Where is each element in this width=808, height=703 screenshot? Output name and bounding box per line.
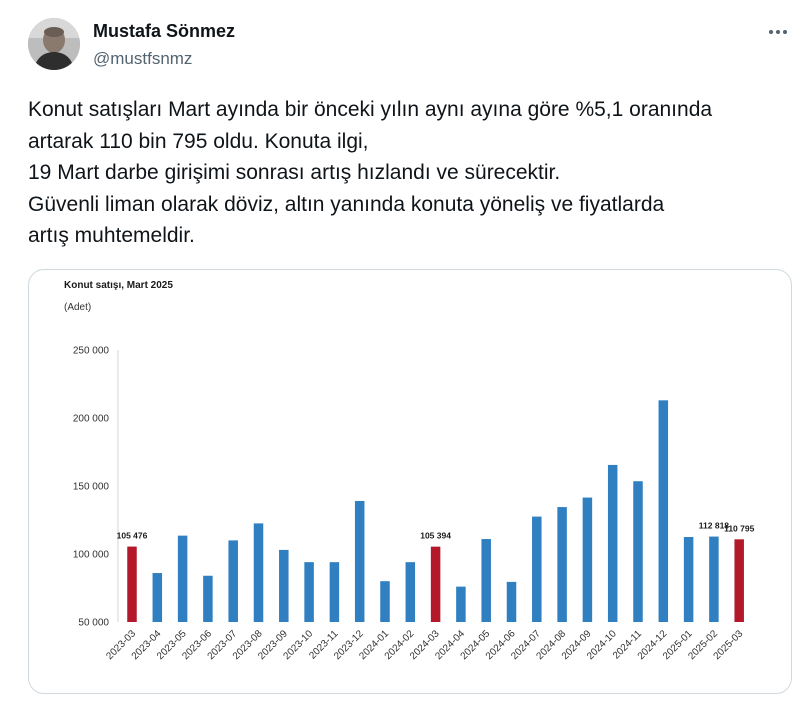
- x-tick-label: 2024-10: [585, 628, 619, 663]
- x-axis: [104, 628, 745, 662]
- tweet-line: 19 Mart darbe girişimi sonrası artış hızlandı ve sürecektir.: [28, 161, 561, 184]
- tweet-media-chart[interactable]: [28, 269, 792, 694]
- bar-chart: [29, 270, 792, 694]
- y-tick-label: 150 000: [72, 481, 109, 493]
- author-handle[interactable]: @mustfsnmz: [93, 49, 193, 68]
- bar-2024-12: [659, 400, 669, 622]
- bar-2024-03: [431, 547, 441, 622]
- bar-2023-10: [304, 562, 314, 622]
- x-tick-label: 2024-08: [534, 628, 569, 663]
- x-tick-label: 2024-12: [635, 628, 670, 663]
- bar-2024-06: [507, 582, 517, 622]
- bar-2024-10: [608, 465, 618, 622]
- x-tick-label: 2024-11: [610, 628, 645, 662]
- x-tick-label: 2024-06: [483, 628, 518, 663]
- y-tick-label: 250 000: [72, 345, 109, 357]
- x-tick-label: 2025-03: [711, 628, 746, 663]
- y-tick-label: 100 000: [72, 549, 109, 561]
- x-tick-label: 2023-06: [180, 628, 215, 663]
- y-axis: [73, 346, 118, 629]
- bar-2025-03: [734, 539, 744, 622]
- bar-2024-08: [557, 507, 567, 622]
- x-tick-label: 2023-05: [154, 628, 189, 663]
- bar-2023-07: [228, 540, 238, 622]
- more-horizontal-icon: [769, 30, 773, 34]
- x-tick-label: 2024-04: [433, 628, 468, 663]
- bar-2024-11: [633, 481, 643, 622]
- tweet-line: Konut satışları Mart ayında bir önceki yılın aynı ayına göre %5,1 oranında: [28, 98, 713, 121]
- bar-2023-03: [127, 547, 137, 622]
- data-label: 105 476: [116, 530, 148, 541]
- author-avatar[interactable]: [28, 18, 80, 70]
- data-label: 110 795: [724, 523, 755, 534]
- chart-y-unit: (Adet): [64, 302, 92, 313]
- x-tick-label: 2024-02: [382, 628, 417, 663]
- tweet-line: Güvenli liman olarak döviz, altın yanında konuta yöneliş ve fiyatlarda: [28, 192, 665, 216]
- tweet-line: artarak 110 bin 795 oldu. Konuta ilgi,: [28, 129, 369, 153]
- y-tick-label: 200 000: [72, 413, 109, 425]
- bar-2024-04: [456, 587, 466, 622]
- bar-2023-06: [203, 576, 213, 622]
- x-tick-label: 2023-09: [256, 628, 290, 663]
- author-display-name[interactable]: Mustafa Sönmez: [93, 21, 236, 41]
- bars: [127, 400, 744, 622]
- bar-2023-05: [178, 536, 188, 622]
- bar-2025-02: [709, 537, 719, 622]
- bar-2024-02: [406, 562, 416, 622]
- chart-title: Konut satışı, Mart 2025: [64, 280, 173, 291]
- x-tick-label: 2024-03: [407, 628, 442, 663]
- x-tick-label: 2023-04: [129, 628, 164, 663]
- x-tick-label: 2025-02: [686, 628, 721, 663]
- bar-2024-05: [481, 539, 491, 622]
- bar-2024-09: [583, 498, 593, 622]
- x-tick-label: 2024-09: [559, 628, 594, 663]
- user-avatar-icon: [28, 18, 80, 70]
- bar-2023-08: [254, 523, 264, 622]
- bar-2024-07: [532, 517, 542, 622]
- bar-2024-01: [380, 581, 390, 622]
- data-label: 112 818: [698, 520, 730, 531]
- bar-2023-09: [279, 550, 289, 622]
- x-tick-label: 2023-12: [332, 628, 366, 663]
- x-tick-label: 2025-01: [660, 628, 695, 663]
- bar-2025-01: [684, 537, 694, 622]
- bar-2023-04: [153, 573, 163, 622]
- x-tick-label: 2024-01: [357, 628, 392, 663]
- tweet-text: [28, 94, 788, 252]
- more-options-button[interactable]: [766, 22, 790, 42]
- x-tick-label: 2023-11: [307, 628, 341, 662]
- x-tick-label: 2023-07: [205, 628, 240, 663]
- x-tick-label: 2024-05: [458, 628, 493, 663]
- y-tick-label: 50 000: [78, 617, 109, 629]
- bar-2023-11: [330, 562, 340, 622]
- x-tick-label: 2023-03: [104, 628, 139, 663]
- x-tick-label: 2023-08: [230, 628, 265, 663]
- bar-2023-12: [355, 501, 365, 622]
- x-tick-label: 2023-10: [281, 628, 316, 663]
- x-tick-label: 2024-07: [509, 628, 543, 663]
- tweet-line: artış muhtemeldir.: [28, 224, 195, 247]
- data-label: 105 394: [420, 530, 451, 541]
